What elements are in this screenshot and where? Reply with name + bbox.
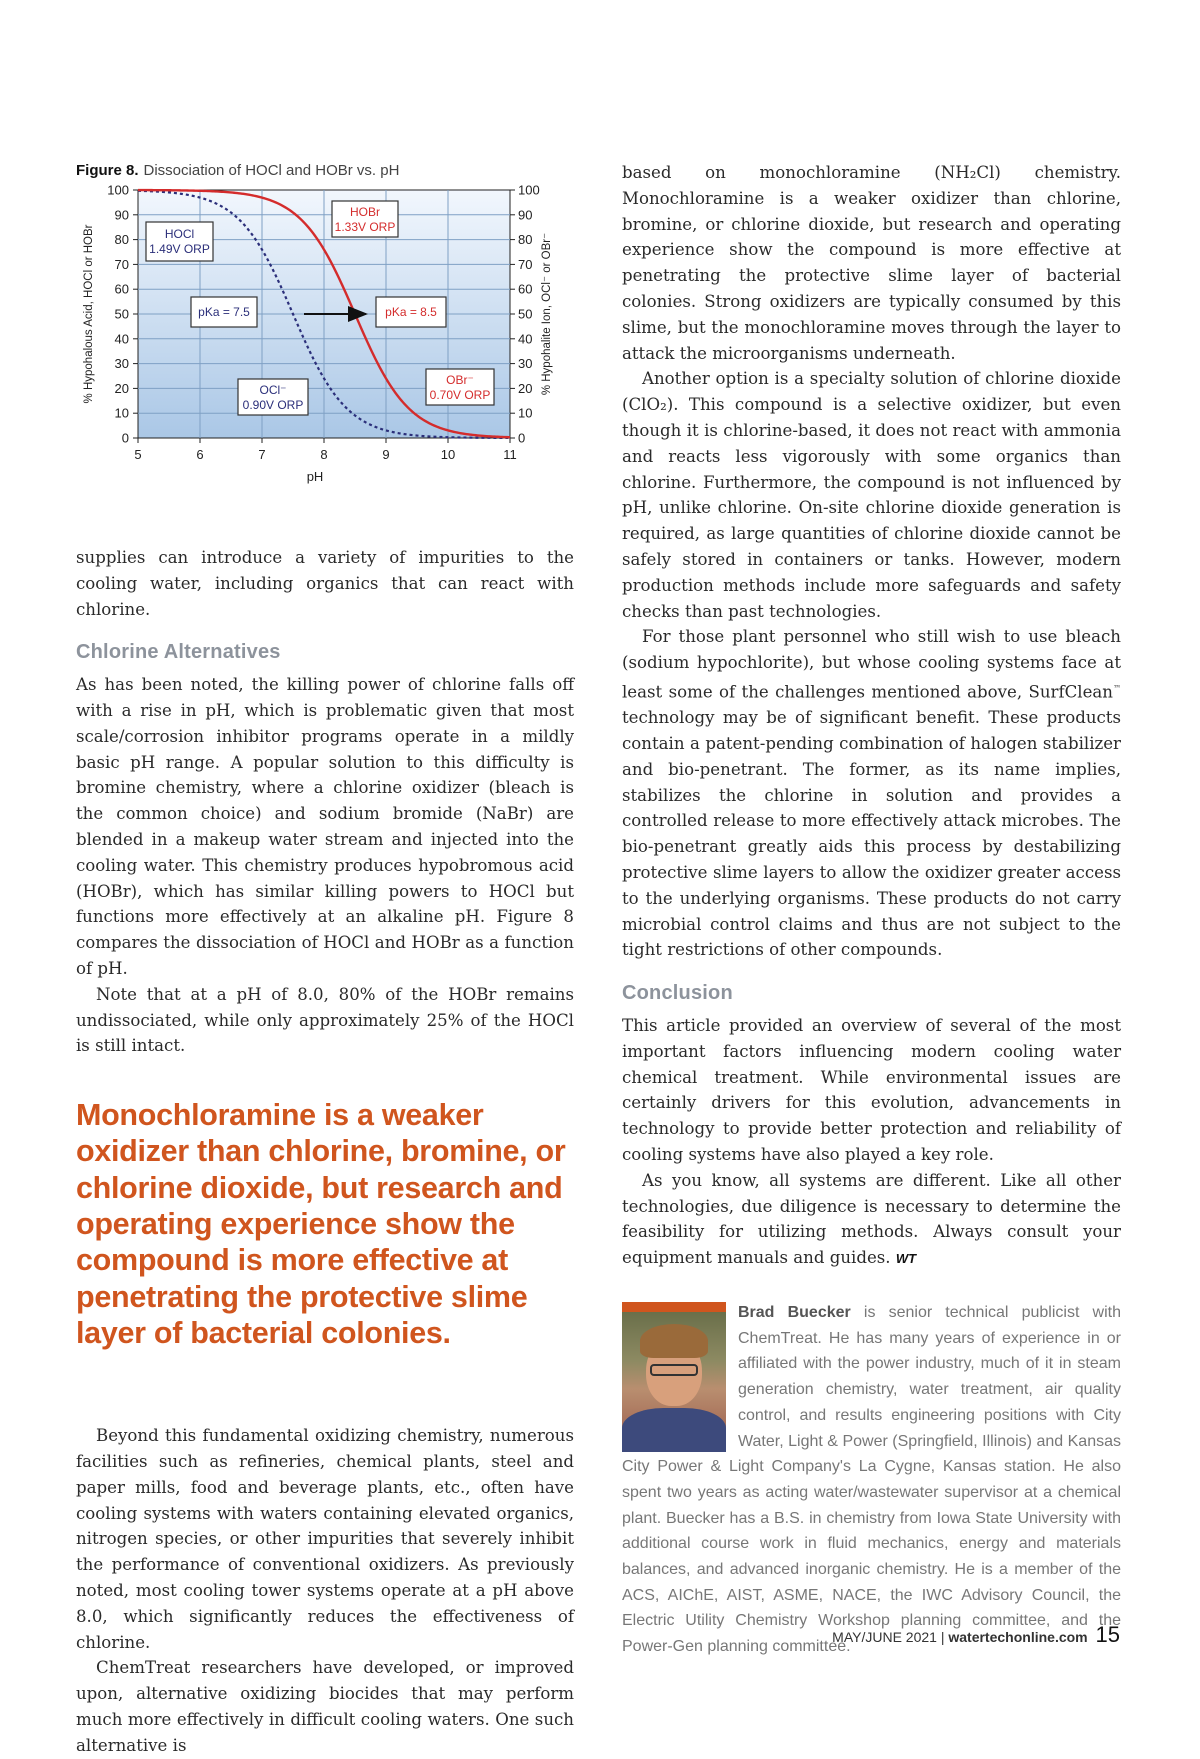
figure-label: Figure 8. — [76, 162, 139, 179]
figure-caption-text: Dissociation of HOCl and HOBr vs. pH — [143, 162, 400, 179]
y-tick-label-right: 70 — [518, 256, 533, 272]
x-tick-label: 10 — [440, 447, 456, 462]
right-paragraph-3a: For those plant personnel who still wish to use bleach (sodium hypochlorite), but whose cooling systems face at least some of the challenges mentioned above, SurfClean — [622, 627, 1121, 702]
annotation-obr-name: OBr⁻ — [446, 373, 474, 387]
y-axis-label-left: % Hypohalous Acid, HOCl or HOBr — [83, 224, 95, 404]
y-tick-label-right: 10 — [518, 405, 533, 421]
left-column — [76, 545, 574, 1759]
y-tick-label-right: 100 — [518, 185, 540, 198]
x-tick-label: 8 — [320, 447, 328, 462]
annotation-obr-orp: 0.70V ORP — [429, 388, 491, 402]
y-axis-label-right: % Hypohalite Ion, OCl⁻ or OBr⁻ — [541, 232, 553, 396]
y-tick-label-left: 70 — [114, 256, 129, 272]
y-tick-label-left: 100 — [107, 185, 129, 198]
annotation-hocl-name: HOCl — [164, 227, 195, 241]
right-paragraph-5-text: As you know, all systems are different. Like all other technologies, due diligence is necessary to determine the feasibility for utilizing methods. Always consult your equipment manuals and guides. — [622, 1170, 1121, 1268]
left-paragraph-0: supplies can introduce a variety of impurities to the cooling water, including organics that can react with chlorine. — [76, 548, 574, 619]
annotation-pka2-text: pKa = 8.5 — [385, 305, 437, 319]
x-tick-label: 6 — [196, 447, 204, 462]
right-paragraph-2: Another option is a specialty solution of chlorine dioxide (ClO₂). This compound is a selective oxidizer, but even though it is chlorine-based, it does not react with ammonia and reacts less vigorously with some organics than chlorine. Furthermore, the compound is not influenced by pH, unlike chlorine. On-site chlorine dioxide generation is required, as large quantities of chlorine dioxide cannot be safely stored in containers or tanks. However, modern production methods include more safeguards and safety checks than past technologies. — [622, 369, 1121, 621]
trademark-symbol: ™ — [1113, 683, 1121, 693]
author-bio-text: is senior technical publicist with ChemTreat. He has many years of experience in or affiliated with the power industry, much of it in steam generation chemistry, water treatment, air quality control, and results engineering positions with City Water, Light & Power (Springfield, Illinois) and Kansas City Power & Light Company's La Cygne, Kansas station. He also spent two years as acting water/wastewater supervisor at a chemical plant. Buecker has a B.S. in chemistry from Iowa State University with additional course work in fluid mechanics, energy and materials balances, and advanced inorganic chemistry. He is a member of the ACS, AIChE, AIST, ASME, NACE, the IWC Advisory Council, the Electric Utility Chemistry Workshop planning committee, and the Power-Gen planning committee. — [622, 1304, 1122, 1656]
author-photo — [622, 1302, 726, 1452]
y-tick-label-right: 40 — [518, 331, 533, 347]
x-tick-label: 9 — [382, 447, 390, 462]
y-tick-label-right: 60 — [518, 281, 533, 297]
right-paragraph-1: based on monochloramine (NH₂Cl) chemistry. Monochloramine is a weaker oxidizer than chlorine, bromine, or chlorine dioxide, but research and operating experience show the compound is more effective at penetrating the protective slime layer of bacterial colonies. Strong oxidizers are typically consumed by this slime, but the monochloramine moves through the layer to attack the microorganisms underneath. — [622, 163, 1121, 363]
annotation-hobr-orp: 1.33V ORP — [334, 220, 396, 234]
y-tick-label-left: 10 — [114, 405, 129, 421]
y-tick-label-left: 40 — [114, 331, 129, 347]
annotation-hocl — [146, 222, 213, 261]
right-paragraph-4: This article provided an overview of several of the most important factors influencing modern cooling water chemical treatment. While environmental issues are certainly drivers for this evolution, advancements in technology to provide better protection and reliability of cooling systems have also played a key role. — [622, 1016, 1121, 1165]
annotation-pka2 — [376, 297, 446, 327]
right-column — [622, 160, 1121, 1660]
heading-conclusion: Conclusion — [622, 982, 733, 1005]
y-tick-label-right: 80 — [518, 232, 533, 248]
annotation-ocl-name: OCl⁻ — [259, 383, 287, 397]
x-tick-label: 7 — [258, 447, 266, 462]
annotation-obr — [426, 369, 494, 405]
x-tick-label: 5 — [134, 447, 142, 462]
left-paragraph-1: As has been noted, the killing power of chlorine falls off with a rise in pH, which is problematic given that most scale/corrosion inhibitor programs operate in a mildly basic pH range. A popular solution to this difficulty is bromine chemistry, where a chlorine oxidizer (bleach is the common choice) and sodium bromide (NaBr) are blended in a makeup water stream and injected into the cooling water. This chemistry produces hypobromous acid (HOBr), which has similar killing powers to HOCl but functions more effectively at an alkaline pH. Figure 8 compares the dissociation of HOCl and HOBr as a function of pH. — [76, 675, 574, 978]
y-tick-label-right: 0 — [518, 430, 526, 446]
right-paragraph-3 — [622, 624, 1121, 963]
pull-quote: Monochloramine is a weaker oxidizer than chlorine, bromine, or chlorine dioxide, but research and operating experience show the compound is more effective at penetrating the protective slime layer of bacterial colonies. — [76, 1098, 566, 1350]
y-tick-label-left: 60 — [114, 281, 129, 297]
annotation-hocl-orp: 1.49V ORP — [149, 242, 210, 256]
annotation-ocl — [238, 379, 308, 415]
y-tick-label-left: 20 — [114, 380, 129, 396]
annotation-pka1 — [191, 297, 257, 327]
y-tick-label-right: 30 — [518, 356, 533, 372]
y-tick-label-left: 0 — [121, 430, 129, 446]
footer-site: watertechonline.com — [948, 1629, 1088, 1645]
annotation-hobr-name: HOBr — [350, 205, 380, 219]
right-paragraph-3b: technology may be of significant benefit. These products contain a patent-pending combination of halogen stabilizer and bio-penetrant. The former, as its name implies, stabilizes the chlorine in solution and provides a controlled release to more effectively attack microbes. The bio-penetrant greatly aids this process by destabilizing protective slime layers to allow the oxidizer greater access to the underlying organisms. These products do not carry microbial control claims and thus are not subject to the tight restrictions of other compounds. — [622, 708, 1121, 960]
y-tick-label-left: 30 — [114, 356, 129, 372]
wt-endmark: WT — [895, 1251, 917, 1267]
y-tick-label-right: 90 — [518, 207, 533, 223]
page-footer — [832, 1622, 1120, 1648]
footer-separator: | — [940, 1629, 945, 1645]
left-paragraph-2: Note that at a pH of 8.0, 80% of the HOBr remains undissociated, while only approximately 25% of the HOCl is still intact. — [76, 984, 574, 1056]
figure-caption — [76, 162, 399, 179]
footer-issue: MAY/JUNE 2021 — [832, 1629, 937, 1645]
dissociation-chart — [76, 185, 576, 505]
left-paragraph-3: Beyond this fundamental oxidizing chemistry, numerous facilities such as refineries, chemical plants, steel and paper mills, food and beverage plants, etc., often have cooling systems with waters containing elevated organics, nitrogen species, or other impurities that severely inhibit the performance of conventional oxidizers. As previously noted, most cooling tower systems operate at a pH above 8.0, which significantly reduces the effectiveness of chlorine. — [76, 1426, 574, 1652]
page-number: 15 — [1095, 1622, 1120, 1647]
author-bio — [622, 1300, 1121, 1660]
left-paragraph-4: ChemTreat researchers have developed, or improved upon, alternative oxidizing biocides that may perform much more effectively in difficult cooling waters. One such alternative is — [76, 1658, 574, 1755]
y-tick-label-left: 50 — [114, 306, 129, 322]
heading-chlorine-alternatives: Chlorine Alternatives — [76, 641, 281, 664]
y-tick-label-right: 20 — [518, 380, 533, 396]
y-tick-label-right: 50 — [518, 306, 533, 322]
annotation-hobr — [332, 201, 398, 237]
annotation-pka1-text: pKa = 7.5 — [198, 305, 250, 319]
x-axis-label: pH — [306, 469, 324, 484]
author-name: Brad Buecker — [738, 1304, 851, 1321]
y-tick-label-left: 80 — [114, 232, 129, 248]
y-tick-label-left: 90 — [114, 207, 129, 223]
right-paragraph-5 — [622, 1168, 1121, 1272]
annotation-ocl-orp: 0.90V ORP — [242, 398, 304, 412]
x-tick-label: 11 — [503, 447, 517, 462]
